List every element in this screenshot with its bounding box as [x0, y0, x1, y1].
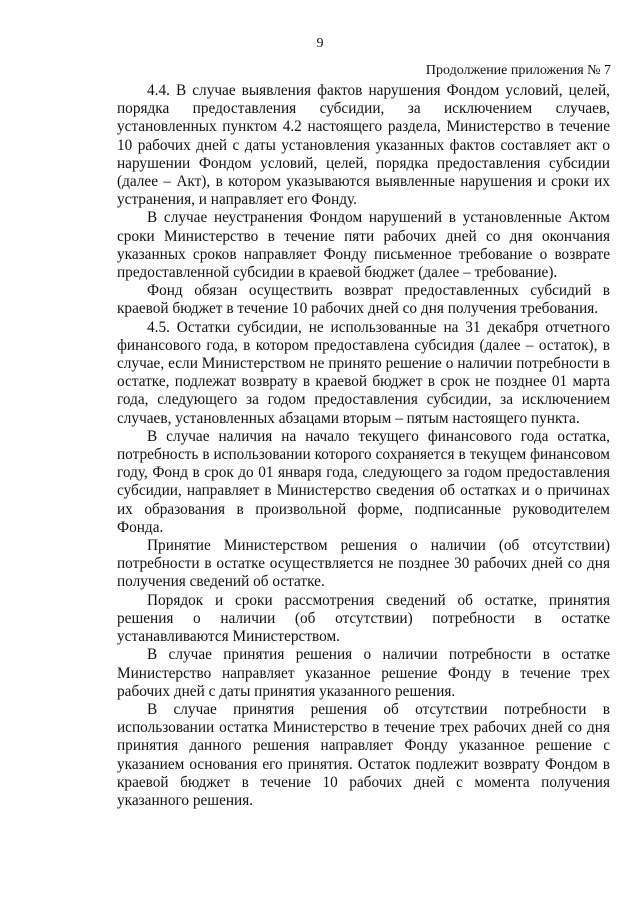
paragraph-review-procedure: Порядок и сроки рассмотрения сведений об остатке, принятия решения о наличии (об отсутствии) потребности в остатке устанавливаются Министерством.: [117, 591, 610, 646]
appendix-continuation-note: Продолжение приложения № 7: [425, 63, 611, 78]
paragraph-balance-information: В случае наличия на начало текущего финансового года остатка, потребность в использовании которого сохраняется в текущем финансовом году, Фонд в срок до 01 января года, следующего за годом предоставления субсидии, направляет в Министерство сведения об остатках и о причинах их образования в произвольной форме, подписанные руководителем Фонда.: [117, 427, 610, 536]
paragraph-no-need-decision: В случае принятия решения об отсутствии потребности в использовании остатка Министерство в течение трех рабочих дней со дня принятия данного решения направляет Фонду указанное решение с указанием основания его принятия. Остаток подлежит возврату Фондом в краевой бюджет в течение 10 рабочих дней с момента получения указанного решения.: [117, 700, 610, 809]
paragraph-nonremediation-demand: В случае неустранения Фондом нарушений в установленные Актом сроки Министерство в течение пяти рабочих дней со дня окончания указанных сроков направляет Фонду письменное требование о возврате предоставленной субсидии в краевой бюджет (далее – требование).: [117, 209, 610, 282]
paragraph-need-decision: В случае принятия решения о наличии потребности в остатке Министерство направляет указанное решение Фонду в течение трех рабочих дней с даты принятия указанного решения.: [117, 646, 610, 700]
paragraph-refund-obligation: Фонд обязан осуществить возврат предоставленных субсидий в краевой бюджет в течение 10 рабочих дней со дня получения требования.: [117, 282, 610, 318]
paragraph-4-5: 4.5. Остатки субсидии, не использованные на 31 декабря отчетного финансового года, в котором предоставлена субсидия (далее – остаток), в случае, если Министерством не принято решение о наличии потребности в остатке, подлежат возврату в краевой бюджет в срок не позднее 01 марта года, следующего за годом предоставления субсидии, за исключением случаев, установленных абзацами вторым – пятым настоящего пункта.: [117, 318, 610, 427]
paragraph-decision-deadline: Принятие Министерством решения о наличии (об отсутствии) потребности в остатке осуществляется не позднее 30 рабочих дней со дня получения сведений об остатке.: [117, 537, 610, 591]
paragraph-4-4: 4.4. В случае выявления фактов нарушения Фондом условий, целей, порядка предоставления субсидии, за исключением случаев, установленных пунктом 4.2 настоящего раздела, Министерство в течение 10 рабочих дней с даты установления указанных фактов составляет акт о нарушении Фондом условий, целей, порядка предоставления субсидии (далее – Акт), в котором указываются выявленные нарушения и сроки их устранения, и направляет его Фонду.: [117, 82, 610, 209]
page-number: 9: [316, 36, 324, 51]
document-body: [117, 82, 610, 810]
